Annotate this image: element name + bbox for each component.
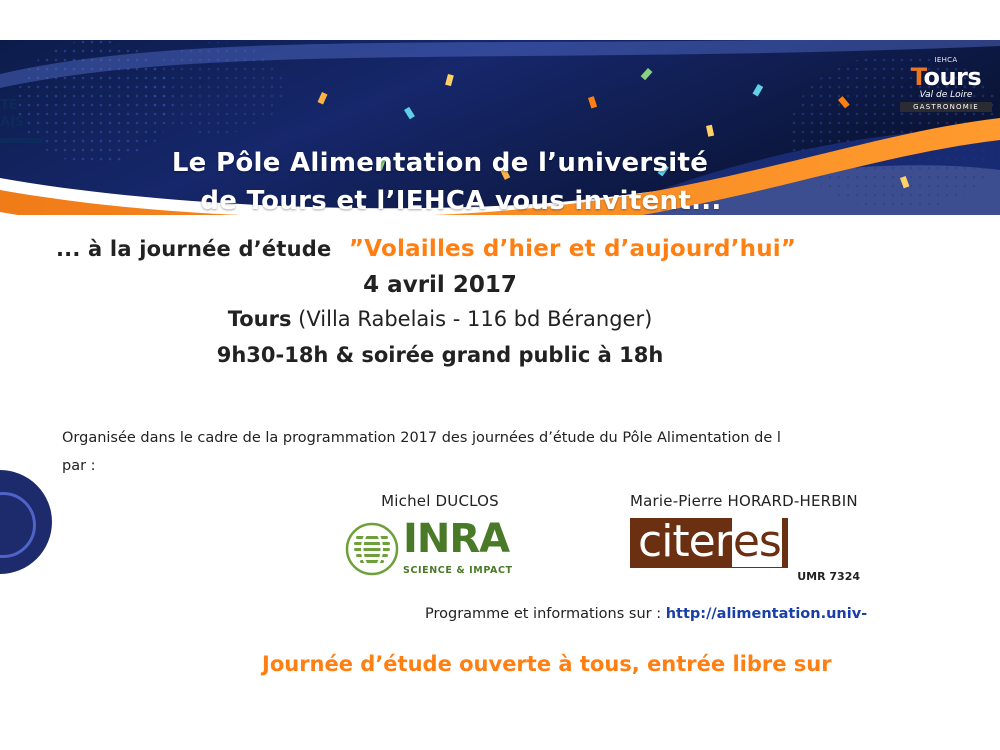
partner-inra (345, 492, 535, 577)
partners-section (0, 492, 1000, 602)
inra-leaf-icon (345, 522, 399, 576)
citeres-part3: es (732, 516, 781, 567)
citeres-umr-label: UMR 7324 (797, 570, 860, 583)
iehca-label: IEHCA (934, 56, 958, 64)
citeres-wordmark (638, 516, 782, 567)
partner-inra-name: Michel DUCLOS (381, 492, 499, 510)
citeres-part1: ci (638, 516, 673, 567)
organised-text: Organisée dans le cadre de la programmation 2017 des journées d’étude du Pôle Alimentation de l (62, 430, 781, 446)
citeres-logo (630, 518, 920, 583)
partner-citeres (630, 492, 920, 583)
banner-title (0, 145, 880, 215)
event-city: Tours (227, 307, 292, 331)
decorative-circle-ring (0, 492, 36, 558)
universite-logo-fragment (0, 98, 42, 143)
val-de-loire-label: Val de Loire (919, 89, 973, 100)
event-date: 4 avril 2017 (363, 272, 517, 298)
tours-wordmark-initial: T (910, 63, 924, 92)
citeres-part2: ter (672, 516, 732, 567)
event-venue: (Villa Rabelais - 116 bd Béranger) (298, 307, 653, 331)
universite-logo-line1: TÉ (0, 98, 18, 113)
tours-wordmark-rest: ours (923, 63, 982, 92)
inra-wordmark (403, 516, 535, 577)
event-intro-text: ... à la journée d’étude (56, 237, 332, 261)
universite-logo-rule (0, 138, 42, 143)
inra-logo (345, 516, 535, 577)
banner-title-line2: de Tours et l’IEHCA vous invitent... (200, 185, 722, 215)
event-hours: 9h30-18h & soirée grand public à 18h (216, 343, 664, 367)
programme-link[interactable]: http://alimentation.univ- (665, 606, 868, 622)
programme-line (425, 606, 867, 622)
tours-wordmark (900, 64, 992, 92)
banner-title-line1: Le Pôle Alimentation de l’université (171, 148, 709, 178)
citeres-wordmark-box (630, 518, 788, 568)
header-banner (0, 40, 1000, 215)
partner-citeres-name: Marie-Pierre HORARD-HERBIN (630, 492, 858, 510)
event-intro-line (0, 236, 1000, 262)
event-title: ”Volailles d’hier et d’aujourd’hui” (348, 236, 797, 262)
organised-by-label: par : (62, 457, 96, 474)
inra-tagline: SCIENCE & IMPACT (403, 565, 513, 576)
inra-wordmark-main: INRA (403, 516, 510, 562)
organised-paragraph (62, 425, 1000, 480)
universite-logo-line2: AIS (0, 114, 25, 130)
programme-label: Programme et informations sur : (425, 606, 662, 622)
gastronomie-label: GASTRONOMIE (900, 102, 992, 112)
event-location (0, 307, 1000, 331)
footer-note: Journée d’étude ouverte à tous, entrée libre sur (262, 652, 832, 676)
tours-gastronomie-logo (900, 56, 992, 120)
event-details (0, 236, 1000, 367)
